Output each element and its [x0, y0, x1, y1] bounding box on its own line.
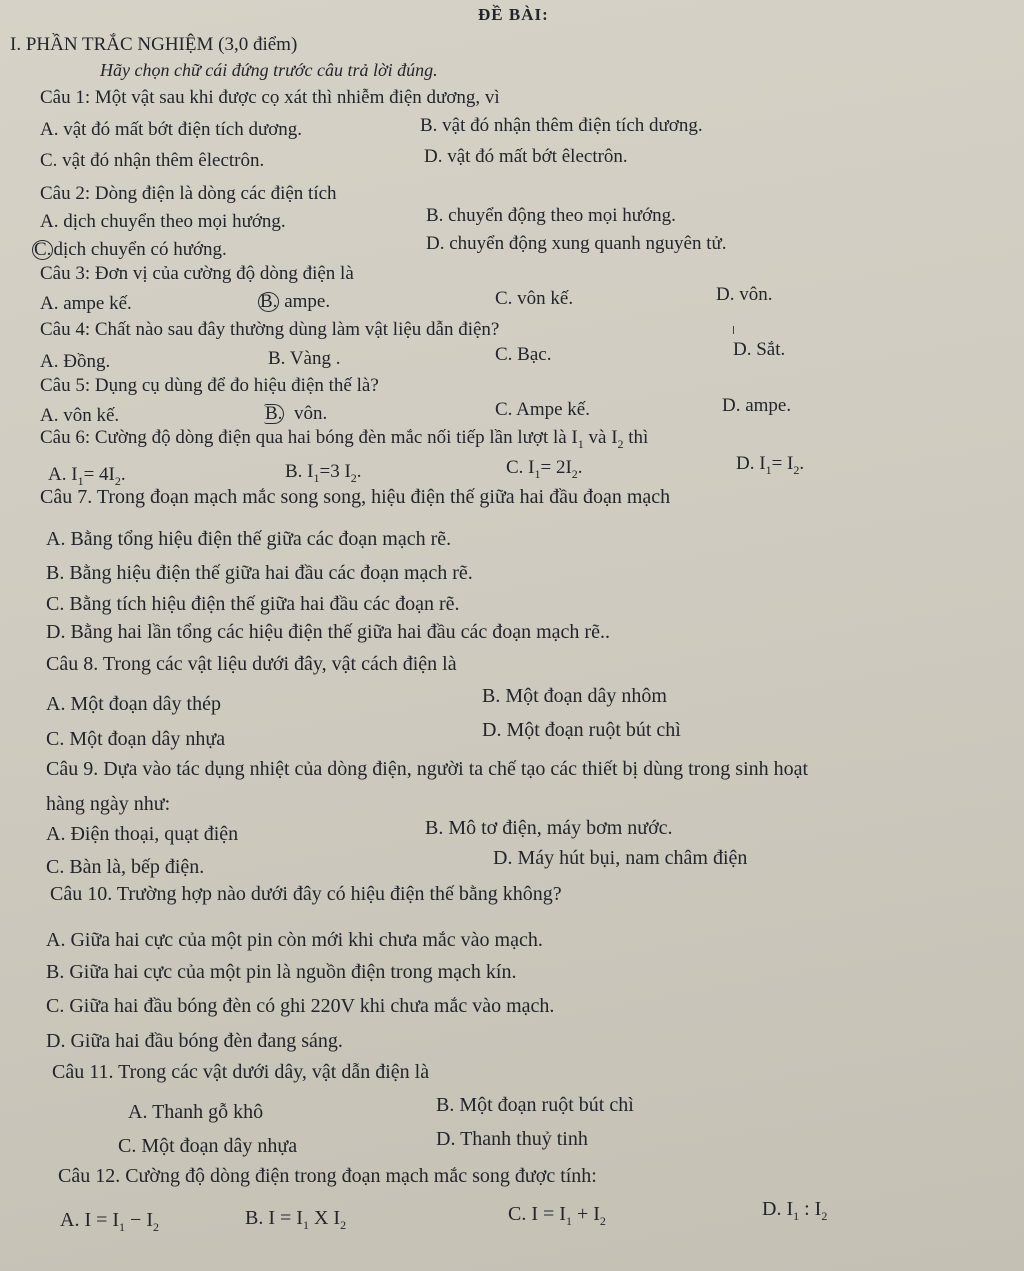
question-12: Câu 12. Cường độ dòng điện trong đoạn mạch mắc song được tính: [58, 1165, 597, 1187]
section-title: I. PHẦN TRẮC NGHIỆM (3,0 điểm) [10, 34, 298, 55]
q10-option-d: D. Giữa hai đầu bóng đèn đang sáng. [46, 1030, 343, 1052]
question-6 [40, 426, 648, 450]
q5-option-d: D. ampe. [722, 395, 792, 416]
q6c-text: C. I [506, 457, 535, 478]
q3-option-c: C. vôn kế. [495, 288, 574, 309]
q6b-text: B. I [285, 461, 314, 482]
q11-option-d: D. Thanh thuỷ tinh [436, 1128, 588, 1150]
q2-option-d: D. chuyển động xung quanh nguyên tử. [426, 233, 727, 254]
q6d-text: D. I [736, 453, 766, 474]
q12d-sub: 1 [793, 1209, 800, 1223]
q6c-eq: = 2I [540, 457, 572, 478]
header-title: ĐỀ BÀI: [478, 5, 549, 24]
q5-option-b-text: vôn. [293, 403, 328, 424]
q9-option-c: C. Bàn là, bếp điện. [46, 856, 205, 878]
q6a-text: A. I [48, 464, 78, 485]
stray-mark [733, 326, 734, 334]
q2-option-b: B. chuyển động theo mọi hướng. [426, 205, 676, 226]
q6d-sub2: 2 [793, 462, 800, 477]
q6b-sub: 1 [313, 470, 320, 485]
q11-option-a: A. Thanh gỗ khô [128, 1101, 264, 1123]
q12-option-c [508, 1202, 606, 1226]
q3-option-b [258, 290, 330, 314]
q7-option-b: B. Bằng hiệu điện thế giữa hai đầu các đoạn mạch rẽ. [46, 562, 473, 584]
q9-option-b: B. Mô tơ điện, máy bơm nước. [425, 817, 673, 839]
q3-option-b-text: ampe. [284, 291, 331, 312]
q4-option-b: B. Vàng . [268, 348, 341, 369]
q6-option-c [506, 456, 583, 480]
q6d-sub: 1 [765, 462, 772, 477]
q4-option-a: A. Đồng. [40, 351, 111, 372]
q6d-eq: = I [771, 453, 794, 474]
q11-option-c: C. Một đoạn dây nhựa [118, 1135, 298, 1157]
q6b-sub2: 2 [350, 470, 357, 485]
q1-option-c: C. vật đó nhận thêm êlectrôn. [40, 150, 265, 171]
q6d-end: . [799, 453, 805, 474]
q12b-sub: 1 [302, 1218, 309, 1232]
q1-option-d: D. vật đó mất bớt êlectrôn. [424, 146, 628, 167]
q6-option-d [736, 452, 804, 476]
q6a-sub: 1 [77, 473, 84, 488]
q8-option-b: B. Một đoạn dây nhôm [482, 685, 667, 707]
q5-option-a: A. vôn kế. [40, 405, 120, 426]
q12d-sub2: 2 [821, 1209, 828, 1223]
section-instruction: Hãy chọn chữ cái đứng trước câu trả lời đúng. [100, 60, 438, 80]
q7-option-d: D. Bằng hai lần tổng các hiệu điện thế giữa hai đầu các đoạn mạch rẽ.. [46, 621, 610, 643]
q9-option-d: D. Máy hút bụi, nam châm điện [493, 847, 748, 869]
q12c-text: C. I = I [508, 1203, 566, 1225]
question-9-cont: hàng ngày như: [46, 793, 171, 815]
question-4: Câu 4: Chất nào sau đây thường dùng làm vật liệu dẫn điện? [40, 319, 500, 340]
question-3: Câu 3: Đơn vị của cường độ dòng điện là [40, 263, 354, 284]
q2-option-a: A. dịch chuyển theo mọi hướng. [40, 211, 286, 232]
answer-circle: B. [260, 291, 278, 312]
question-8: Câu 8. Trong các vật liệu dưới đây, vật cách điện là [46, 653, 457, 675]
q6c-sub2: 2 [571, 466, 578, 481]
q12-option-b [245, 1206, 346, 1230]
q4-option-d: D. Sắt. [733, 339, 786, 360]
answer-mark: B. [265, 403, 283, 424]
answer-circle: C. [34, 239, 52, 260]
question-2: Câu 2: Dòng điện là dòng các điện tích [40, 183, 337, 204]
q10-option-a: A. Giữa hai cực của một pin còn mới khi chưa mắc vào mạch. [46, 929, 543, 951]
q5-option-c: C. Ampe kế. [495, 399, 590, 420]
question-11: Câu 11. Trong các vật dưới dây, vật dẫn điện là [52, 1061, 430, 1083]
q12c-sub: 1 [565, 1214, 572, 1228]
q12a-text: A. I = I [60, 1209, 120, 1231]
q6-option-a [48, 463, 126, 487]
q12a-op: − I [125, 1209, 153, 1231]
q6-sub2: 2 [617, 436, 624, 451]
q12a-sub2: 2 [153, 1220, 159, 1234]
q6c-end: . [577, 457, 583, 478]
q12d-text: D. I [762, 1198, 794, 1220]
q8-option-c: C. Một đoạn dây nhựa [46, 728, 226, 750]
question-10: Câu 10. Trường hợp nào dưới đây có hiệu điện thế bằng không? [50, 883, 562, 905]
q6b-end: . [356, 461, 362, 482]
q3-option-a: A. ampe kế. [40, 293, 132, 314]
q1-option-b: B. vật đó nhận thêm điện tích dương. [420, 115, 703, 136]
q6c-sub: 1 [534, 466, 541, 481]
q6-end: thì [623, 427, 649, 448]
q7-option-c: C. Bằng tích hiệu điện thế giữa hai đầu các đoạn rẽ. [46, 593, 460, 615]
q1-option-a: A. vật đó mất bớt điện tích dương. [40, 119, 303, 140]
q6a-sub2: 2 [114, 473, 121, 488]
q12-option-d [762, 1197, 827, 1221]
q9-option-a: A. Điện thoại, quạt điện [46, 823, 239, 845]
q3-option-d: D. vôn. [716, 284, 773, 305]
q2-option-c [32, 238, 227, 262]
q12b-text: B. I = I [245, 1207, 303, 1229]
q12c-op: + I [571, 1203, 600, 1225]
q6-mid: và I [583, 427, 618, 448]
q11-option-b: B. Một đoạn ruột bút chì [436, 1094, 634, 1116]
q2-option-c-text: dịch chuyển có hướng. [53, 239, 227, 260]
question-1: Câu 1: Một vật sau khi được cọ xát thì nhiễm điện dương, vì [40, 87, 500, 108]
q10-option-b: B. Giữa hai cực của một pin là nguồn điện trong mạch kín. [46, 961, 517, 983]
q4-option-c: C. Bạc. [495, 344, 552, 365]
q12c-sub2: 2 [599, 1214, 606, 1228]
q7-option-a: A. Bằng tổng hiệu điện thế giữa các đoạn mạch rẽ. [46, 528, 452, 550]
q12b-sub2: 2 [340, 1218, 347, 1232]
q5-option-b [264, 402, 327, 426]
question-5: Câu 5: Dụng cụ dùng để đo hiệu điện thế là? [40, 375, 379, 396]
q6a-end: . [120, 464, 126, 485]
q12b-op: X I [308, 1207, 341, 1229]
question-7: Câu 7. Trong đoạn mạch mắc song song, hiệu điện thế giữa hai đầu đoạn mạch [40, 486, 671, 508]
q6-text: Câu 6: Cường độ dòng điện qua hai bóng đèn mắc nối tiếp lần lượt là I [40, 427, 578, 448]
q6a-eq: = 4I [83, 464, 115, 485]
q6b-eq: =3 I [319, 461, 351, 482]
q6-option-b [285, 460, 362, 484]
q10-option-c: C. Giữa hai đầu bóng đèn có ghi 220V khi chưa mắc vào mạch. [46, 995, 555, 1017]
q6-sub1: 1 [577, 436, 584, 451]
question-9: Câu 9. Dựa vào tác dụng nhiệt của dòng điện, người ta chế tạo các thiết bị dùng trong sinh hoạt [46, 758, 809, 780]
q8-option-d: D. Một đoạn ruột bút chì [482, 719, 681, 741]
q12d-op: : I [799, 1198, 822, 1220]
q8-option-a: A. Một đoạn dây thép [46, 693, 221, 715]
q12-option-a [60, 1208, 159, 1232]
q12a-sub: 1 [119, 1220, 126, 1234]
